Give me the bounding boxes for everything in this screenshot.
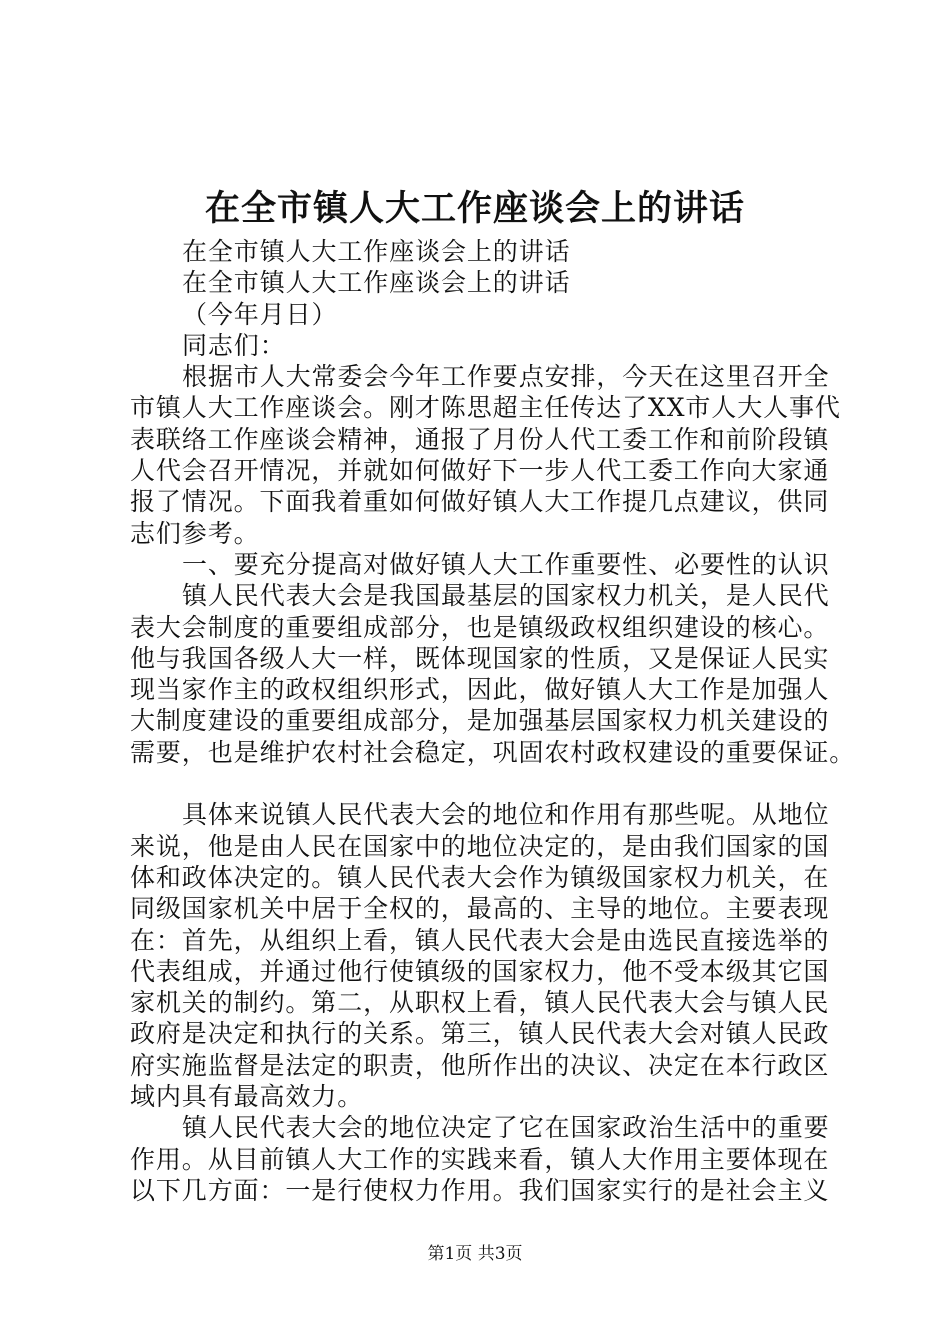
text-line: 来说，他是由人民在国家中的地位决定的，是由我们国家的国: [130, 831, 830, 861]
text-line: 镇人民代表大会是我国最基层的国家权力机关，是人民代: [182, 581, 830, 611]
text-line: 表大会制度的重要组成部分，也是镇级政权组织建设的核心。: [130, 612, 830, 642]
document-title: 在全市镇人大工作座谈会上的讲话: [204, 188, 745, 229]
salutation: 同志们：: [182, 330, 286, 360]
text-line: 根据市人大常委会今年工作要点安排，今天在这里召开全: [182, 362, 830, 392]
text-line: 府实施监督是法定的职责，他所作出的决议、决定在本行政区: [130, 1050, 830, 1080]
text-line: 需要，也是维护农村社会稳定，巩固农村政权建设的重要保证。: [130, 737, 856, 767]
text-line: 同级国家机关中居于全权的，最高的、主导的地位。主要表现: [130, 894, 830, 924]
text-line: 具体来说镇人民代表大会的地位和作用有那些呢。从地位: [182, 800, 830, 830]
date-line: （今年月日）: [182, 299, 338, 329]
text-line: 人代会召开情况，并就如何做好下一步人代工委工作向大家通: [130, 456, 830, 486]
subtitle-line-2: 在全市镇人大工作座谈会上的讲话: [182, 268, 571, 298]
text-line: 以下几方面：一是行使权力作用。我们国家实行的是社会主义: [130, 1175, 830, 1205]
page-number-footer: 第1页 共3页: [427, 1244, 523, 1264]
text-line: 代表组成，并通过他行使镇级的国家权力，他不受本级其它国: [130, 956, 830, 986]
text-line: 市镇人大工作座谈会。刚才陈思超主任传达了XX市人大人事代: [130, 393, 841, 423]
text-line: 大制度建设的重要组成部分，是加强基层国家权力机关建设的: [130, 706, 830, 736]
text-line: 在：首先，从组织上看，镇人民代表大会是由选民直接选举的: [130, 925, 830, 955]
paragraph-gap: [130, 768, 835, 799]
text-line: 表联络工作座谈会精神，通报了月份人代工委工作和前阶段镇: [130, 424, 830, 454]
text-line: 体和政体决定的。镇人民代表大会作为镇级国家权力机关，在: [130, 862, 830, 892]
text-line: 域内具有最高效力。: [130, 1082, 364, 1112]
text-line: 志们参考。: [130, 518, 260, 548]
text-line: 现当家作主的政权组织形式，因此，做好镇人大工作是加强人: [130, 675, 830, 705]
text-line: 作用。从目前镇人大工作的实践来看，镇人大作用主要体现在: [130, 1144, 830, 1174]
text-line: 镇人民代表大会的地位决定了它在国家政治生活中的重要: [182, 1113, 830, 1143]
text-line: 家机关的制约。第二，从职权上看，镇人民代表大会与镇人民: [130, 988, 830, 1018]
subtitle-line-1: 在全市镇人大工作座谈会上的讲话: [182, 237, 571, 266]
text-line: 报了情况。下面我着重如何做好镇人大工作提几点建议，供同: [130, 487, 830, 517]
document-body: [130, 236, 856, 1206]
text-line: 政府是决定和执行的关系。第三，镇人民代表大会对镇人民政: [130, 1019, 830, 1049]
text-line: 他与我国各级人大一样，既体现国家的性质，又是保证人民实: [130, 643, 830, 673]
section-heading: 一、要充分提高对做好镇人大工作重要性、必要性的认识: [182, 549, 830, 579]
